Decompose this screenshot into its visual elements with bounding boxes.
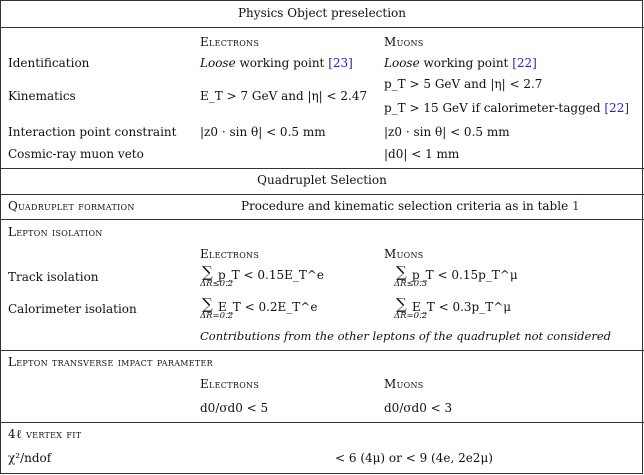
identification-label: Identification	[8, 56, 90, 70]
sum-limit: ΔR=0.2	[200, 311, 234, 321]
isolation-col-electrons: Electrons	[200, 247, 260, 261]
divider	[0, 168, 644, 169]
kinematics-muons-line1: p_T > 5 GeV and |η| < 2.7	[384, 77, 543, 91]
sum-expression: p_T < 0.15E_T^e	[218, 268, 325, 282]
isolation-label: Lepton isolation	[8, 225, 103, 239]
reference-link[interactable]: [22]	[512, 56, 537, 70]
table-reference-link[interactable]: 1	[572, 199, 580, 213]
working-point-text: working point	[235, 56, 329, 70]
physics-title: Physics Object preselection	[237, 6, 407, 20]
isolation-note: Contributions from the other leptons of the quadruplet not considered	[200, 329, 611, 343]
divider	[0, 350, 644, 351]
calorimeter-isolation-label: Calorimeter isolation	[8, 302, 137, 316]
ip-label: Interaction point constraint	[8, 125, 177, 139]
loose-word: Loose	[200, 56, 236, 70]
cosmic-muons: |d0| < 1 mm	[384, 147, 460, 161]
sum-expression: p_T < 0.15p_T^μ	[412, 268, 518, 282]
sum-limit: ΔR≤0.3	[394, 279, 428, 289]
sum-symbol: ∑	[202, 263, 213, 281]
chi2-value: < 6 (4μ) or < 9 (4e, 2e2μ)	[335, 451, 493, 465]
sum-limit: ΔR≤0.2	[200, 279, 234, 289]
track-isolation-label: Track isolation	[8, 270, 99, 284]
working-point-text: working point	[419, 56, 513, 70]
ip-electrons: |z0 · sin θ| < 0.5 mm	[200, 125, 326, 139]
sum-symbol: ∑	[396, 263, 407, 281]
physics-col-electrons: Electrons	[200, 35, 260, 49]
impact-electrons: d0/σd0 < 5	[200, 401, 269, 415]
identification-electrons	[200, 56, 353, 71]
reference-link[interactable]: [22]	[604, 101, 630, 115]
quadruplet-title: Quadruplet Selection	[257, 173, 387, 187]
sum-limit: ΔR=0.2	[394, 311, 428, 321]
impact-col-muons: Muons	[384, 377, 424, 391]
ip-muons: |z0 · sin θ| < 0.5 mm	[384, 125, 510, 139]
sum-symbol: ∑	[396, 295, 407, 313]
loose-word: Loose	[384, 56, 420, 70]
identification-muons	[384, 56, 537, 71]
kinematics-muons-line2	[384, 101, 629, 116]
kinematics-muons-text: p_T > 15 GeV if calorimeter-tagged	[384, 101, 601, 115]
isolation-col-muons: Muons	[384, 247, 424, 261]
divider	[0, 219, 644, 220]
reference-link[interactable]: [23]	[328, 56, 353, 70]
physics-col-muons: Muons	[384, 35, 424, 49]
formation-text	[241, 199, 580, 214]
vertex-fit-label: 4ℓ vertex fit	[8, 427, 82, 441]
chi2-label: χ²/ndof	[8, 451, 52, 465]
sum-expression: E_T < 0.2E_T^e	[218, 300, 318, 314]
divider	[0, 422, 644, 423]
sum-expression: E_T < 0.3p_T^μ	[412, 300, 512, 314]
formation-label: Quadruplet formation	[8, 199, 135, 213]
impact-muons: d0/σd0 < 3	[384, 401, 453, 415]
kinematics-electrons: E_T > 7 GeV and |η| < 2.47	[200, 89, 368, 103]
impact-parameter-label: Lepton transverse impact parameter	[8, 355, 213, 369]
kinematics-label: Kinematics	[8, 89, 76, 103]
sum-symbol: ∑	[202, 295, 213, 313]
divider	[0, 27, 644, 28]
cosmic-label: Cosmic-ray muon veto	[8, 147, 144, 161]
formation-description: Procedure and kinematic selection criteria as in table	[241, 199, 572, 213]
impact-col-electrons: Electrons	[200, 377, 260, 391]
divider	[0, 194, 644, 195]
